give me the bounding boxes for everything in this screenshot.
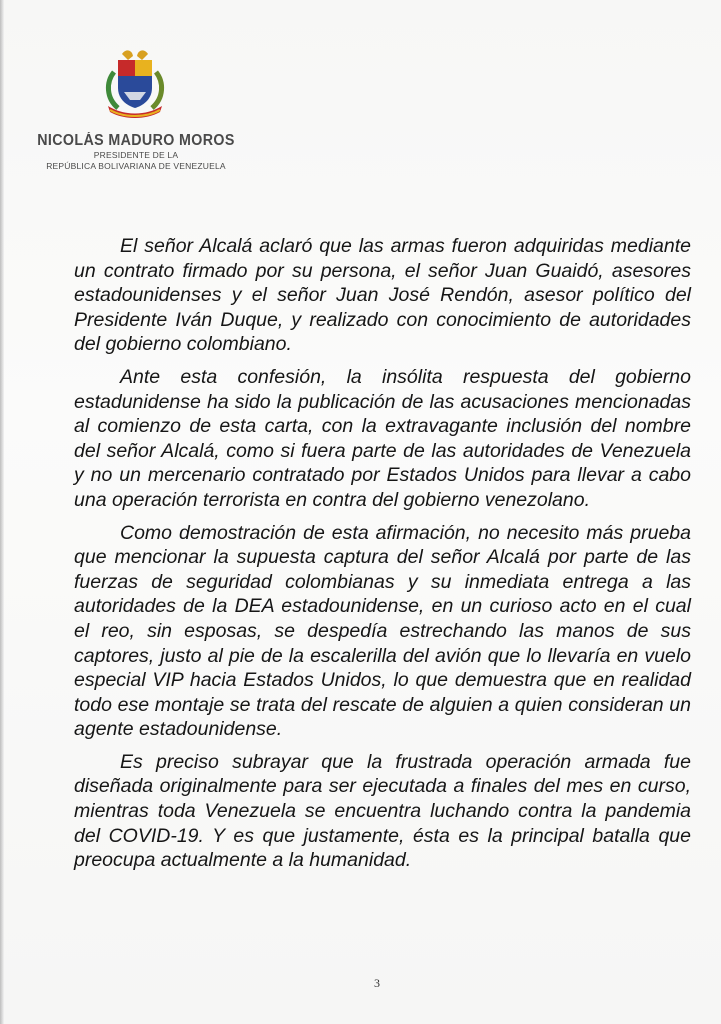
letterhead <box>20 132 252 172</box>
letter-body <box>74 234 691 881</box>
letterhead-title: PRESIDENTE DE LA <box>93 150 179 160</box>
paragraph-4: Es preciso subrayar que la frustrada operación armada fue diseñada originalmente para ser ejecutada a finales del mes en curso, mientras toda Venezuela se encuentra luchando contra la pandemia del COVID-19. Y es que justamente, ésta es la principal batalla que preocupa actualmente a la humanidad. <box>74 750 691 872</box>
paragraph-3: Como demostración de esta afirmación, no necesito más prueba que mencionar la supuesta captura del señor Alcalá por parte de las fuerzas de seguridad colombianas y su inmediata entrega a las autoridades de la DEA estadounidense, en un curioso acto en el cual el reo, sin esposas, se despedía estrechando las manos de sus captores, justo al pie de la escalerilla del avión que lo llevaría en vuelo especial VIP hacia Estados Unidos, lo que demuestra que en realidad todo ese montaje se trata del rescate de alguien a quien consideran un agente estadounidense. <box>74 521 691 741</box>
letterhead-name: NICOLÁS MADURO MOROS <box>37 132 235 149</box>
paragraph-1: El señor Alcalá aclaró que las armas fueron adquiridas mediante un contrato firmado por su persona, el señor Juan Guaidó, asesores estadounidenses y el señor Juan José Rendón, asesor político del Presidente Iván Duque, y realizado con conocimiento de autoridades del gobierno colombiano. <box>74 235 691 356</box>
letterhead-country: REPÚBLICA BOLIVARIANA DE VENEZUELA <box>46 161 226 171</box>
page-number: 3 <box>374 976 380 990</box>
page-edge-shadow <box>0 0 4 1024</box>
coat-of-arms-icon <box>100 44 170 120</box>
paragraph-2: Ante esta confesión, la insólita respuesta del gobierno estadunidense ha sido la publicación de las acusaciones mencionadas al comienzo de esta carta, con la extravagante inclusión del nombre del señor Alcalá, como si fuera parte de las autoridades de Venezuela y no un mercenario contratado por Estados Unidos para llevar a cabo una operación terrorista en contra del gobierno venezolano. <box>74 365 691 511</box>
